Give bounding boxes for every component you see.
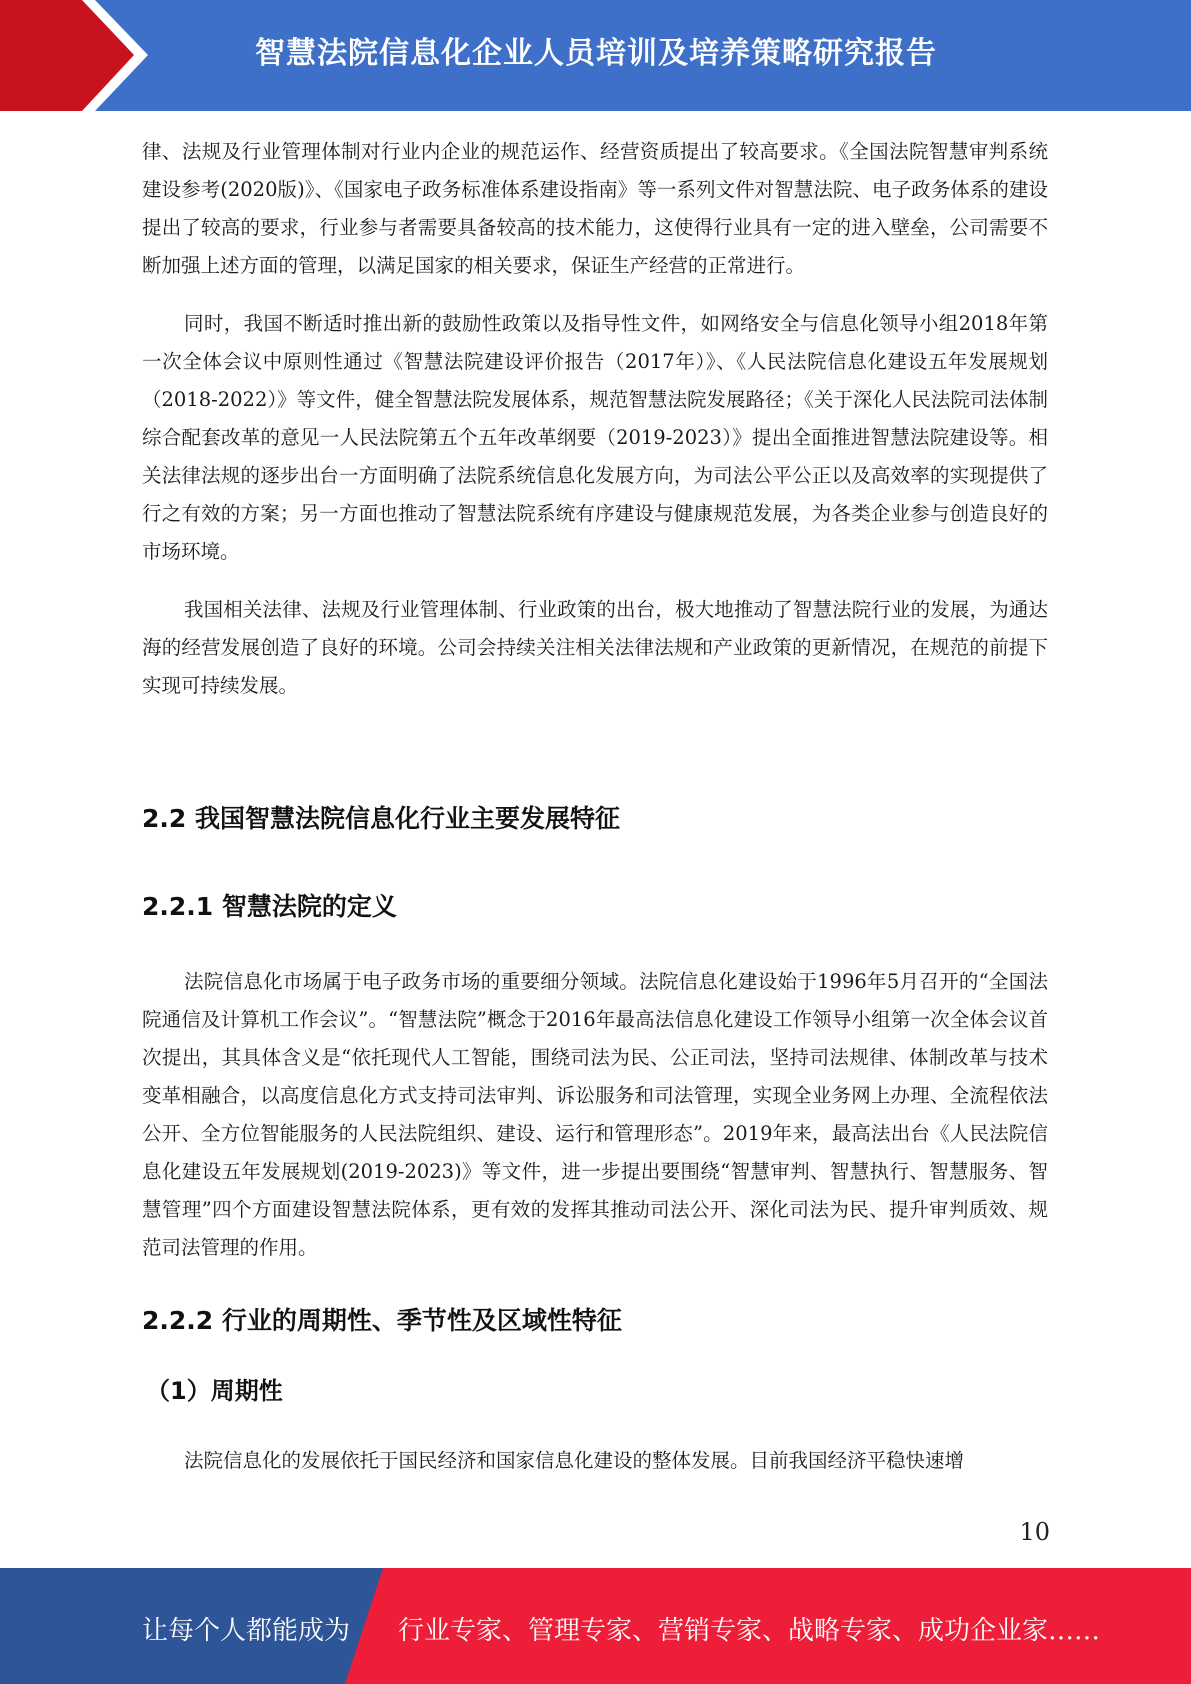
- footer-slogan-right: 行业专家、管理专家、营销专家、战略专家、成功企业家……: [398, 1616, 1101, 1646]
- document-body: [142, 133, 1048, 1480]
- paragraph-definition: 法院信息化市场属于电子政务市场的重要细分领域。法院信息化建设始于1996年5月召开的“全国法院通信及计算机工作会议”。“智慧法院”概念于2016年最高法信息化建设工作领导小组第一次全体会议首次提出，其具体含义是“依托现代人工智能，围绕司法为民、公正司法，坚持司法规律、体制改革与技术变革相融合，以高度信息化方式支持司法审判、诉讼服务和司法管理，实现全业务网上办理、全流程依法公开、全方位智能服务的人民法院组织、建设、运行和管理形态”。2019年来，最高法出台《人民法院信息化建设五年发展规划(2019-2023)》等文件，进一步提出要围绕“智慧审判、智慧执行、智慧服务、智慧管理”四个方面建设智慧法院体系，更有效的发挥其推动司法公开、深化司法为民、提升审判质效、规范司法管理的作用。: [142, 970, 1048, 1259]
- section-heading-2-2-2: 2.2.2 行业的周期性、季节性及区域性特征: [142, 1306, 622, 1335]
- subheading-cyclicality: （1）周期性: [146, 1377, 283, 1405]
- section-heading-2-2: 2.2 我国智慧法院信息化行业主要发展特征: [142, 804, 620, 833]
- paragraph-policy: 同时，我国不断适时推出新的鼓励性政策以及指导性文件，如网络安全与信息化领导小组2018年第一次全体会议中原则性通过《智慧法院建设评价报告（2017年）》、《人民法院信息化建设五年发展规划（2018-2022）》等文件，健全智慧法院发展体系，规范智慧法院发展路径；《关于深化人民法院司法体制综合配套改革的意见一人民法院第五个五年改革纲要（2019-2023）》提出全面推进智慧法院建设等。相关法律法规的逐步出台一方面明确了法院系统信息化发展方向，为司法公平公正以及高效率的实现提供了行之有效的方案；另一方面也推动了智慧法院系统有序建设与健康规范发展，为各类企业参与创造良好的市场环境。: [142, 312, 1048, 563]
- report-title: 智慧法院信息化企业人员培训及培养策略研究报告: [255, 36, 937, 71]
- page-footer: [0, 1568, 1191, 1684]
- page-header: [0, 0, 1191, 111]
- section-heading-2-2-1: 2.2.1 智慧法院的定义: [142, 892, 397, 921]
- page-number: 10: [1019, 1518, 1050, 1546]
- paragraph-cyclicality: 法院信息化的发展依托于国民经济和国家信息化建设的整体发展。目前我国经济平稳快速增: [184, 1449, 965, 1472]
- footer-slogan-left: 让每个人都能成为: [142, 1616, 351, 1646]
- paragraph-summary: 我国相关法律、法规及行业管理体制、行业政策的出台，极大地推动了智慧法院行业的发展，为通达海的经营发展创造了良好的环境。公司会持续关注相关法律法规和产业政策的更新情况，在规范的前提下实现可持续发展。: [142, 598, 1048, 697]
- paragraph-regulation: 律、法规及行业管理体制对行业内企业的规范运作、经营资质提出了较高要求。《全国法院智慧审判系统建设参考(2020版)》、《国家电子政务标准体系建设指南》等一系列文件对智慧法院、电子政务体系的建设提出了较高的要求，行业参与者需要具备较高的技术能力，这使得行业具有一定的进入壁垒，公司需要不断加强上述方面的管理，以满足国家的相关要求，保证生产经营的正常进行。: [142, 140, 1048, 277]
- header-chevron-icon: [0, 0, 160, 111]
